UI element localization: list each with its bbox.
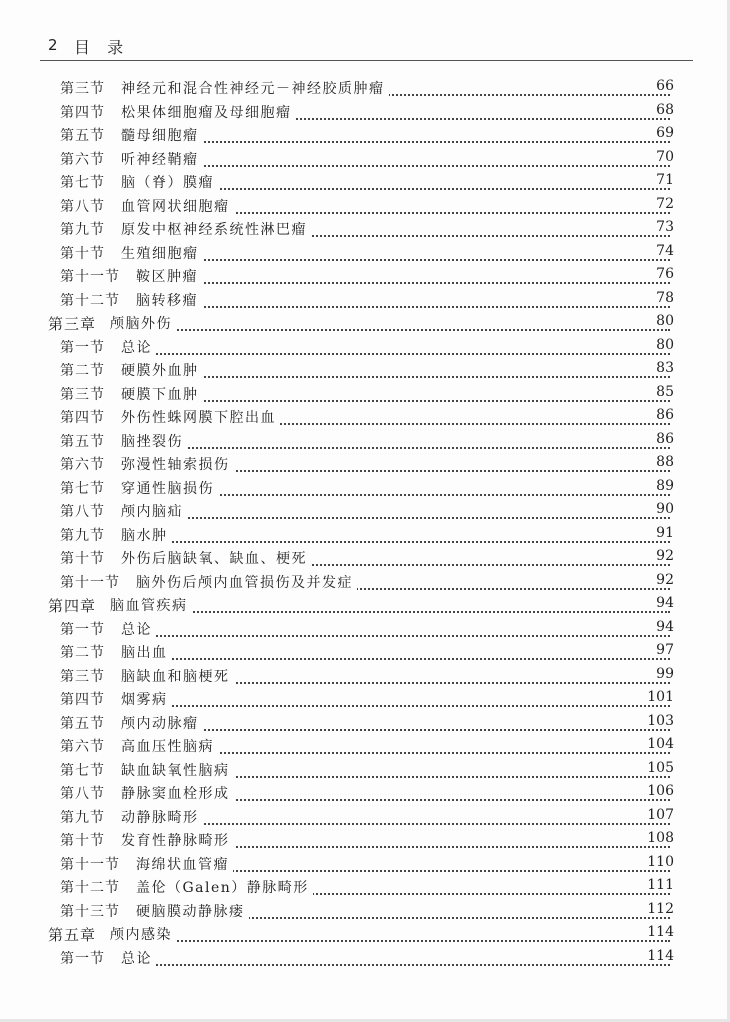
- section-title: 弥漫性轴索损伤: [121, 454, 234, 474]
- section-label: 第一节: [60, 339, 105, 356]
- section-label: 第四节: [60, 104, 105, 121]
- page-number-ref: 70: [653, 149, 674, 165]
- section-label: 第五节: [60, 433, 105, 450]
- dot-leader: [121, 241, 670, 261]
- section-label: 第九节: [60, 527, 105, 544]
- section-label: 第十一节: [60, 269, 120, 285]
- toc-section-row: [0, 405, 730, 429]
- table-of-contents: [0, 76, 730, 969]
- section-label: 第十一节: [60, 574, 120, 591]
- section-label: 第七节: [60, 175, 105, 191]
- toc-section-row: [0, 687, 730, 711]
- toc-section-row: [0, 617, 730, 641]
- section-title: 烟雾病: [121, 689, 172, 709]
- toc-section-row: [0, 100, 730, 124]
- page-number-ref: 86: [653, 431, 674, 447]
- section-label: 第十节: [60, 245, 105, 262]
- section-title: 动静脉畸形: [121, 807, 203, 827]
- toc-section-row: [0, 852, 730, 876]
- page-number-ref: 90: [653, 501, 674, 517]
- section-label: 第六节: [60, 739, 105, 755]
- dot-leader: [121, 711, 670, 731]
- page-number-ref: 110: [644, 854, 674, 870]
- page-number-ref: 94: [653, 595, 674, 611]
- section-title: 硬膜外血肿: [121, 360, 203, 380]
- section-title: 原发中枢神经系统性淋巴瘤: [121, 219, 311, 239]
- page-number-ref: 80: [653, 313, 674, 329]
- section-label: 第二节: [60, 363, 105, 379]
- toc-section-row: [0, 664, 730, 688]
- dot-leader: [121, 805, 670, 825]
- section-title: 听神经鞘瘤: [121, 149, 203, 169]
- page-number-ref: 107: [644, 807, 674, 823]
- section-title: 缺血缺氧性脑病: [121, 760, 234, 780]
- toc-section-row: [0, 217, 730, 241]
- section-title: 血管网状细胞瘤: [121, 196, 234, 216]
- page-number-ref: 97: [653, 642, 674, 658]
- section-title: 脑外伤后颅内血管损伤及并发症: [136, 572, 357, 592]
- dot-leader: [121, 382, 670, 402]
- section-title: 脑挫裂伤: [121, 431, 187, 451]
- section-label: 第五节: [60, 715, 105, 732]
- section-title: 颅内脑疝: [121, 501, 187, 521]
- section-label: 第九节: [60, 809, 105, 826]
- toc-section-row: [0, 711, 730, 735]
- toc-section-row: [0, 429, 730, 453]
- section-title: 脑转移瘤: [136, 290, 202, 310]
- section-label: 第五节: [60, 128, 105, 144]
- section-title: 鞍区肿瘤: [136, 266, 202, 286]
- page-number-ref: 103: [644, 713, 674, 729]
- page-number-ref: 91: [653, 525, 674, 541]
- running-title: 目 录: [74, 38, 130, 57]
- section-label: 第十一节: [60, 856, 120, 873]
- toc-section-row: [0, 875, 730, 899]
- toc-section-row: [0, 546, 730, 570]
- toc-section-row: [0, 499, 730, 523]
- toc-section-row: [0, 452, 730, 476]
- section-title: 穿通性脑损伤: [121, 478, 218, 498]
- section-title: 总论: [121, 337, 156, 357]
- section-title: 脑出血: [121, 642, 172, 662]
- page-number-ref: 105: [644, 760, 674, 776]
- section-label: 第十节: [60, 551, 105, 567]
- toc-section-row: [0, 194, 730, 218]
- toc-section-row: [0, 758, 730, 782]
- section-title: 高血压性脑病: [121, 736, 218, 756]
- dot-leader: [136, 288, 670, 308]
- page-number-ref: 114: [644, 948, 674, 964]
- dot-leader: [121, 123, 670, 143]
- chapter-title: 脑血管疾病: [110, 595, 192, 615]
- section-title: 脑缺血和脑梗死: [121, 666, 234, 686]
- section-label: 第七节: [60, 480, 105, 497]
- page-number-ref: 114: [644, 924, 674, 940]
- section-label: 第九节: [60, 222, 105, 238]
- section-title: 颅内动脉瘤: [121, 713, 203, 733]
- section-label: 第六节: [60, 151, 105, 168]
- section-title: 硬脑膜动静脉瘘: [136, 901, 249, 921]
- section-title: 松果体细胞瘤及母细胞瘤: [121, 102, 296, 122]
- section-label: 第十三节: [60, 903, 120, 920]
- dot-leader: [121, 617, 670, 637]
- toc-section-row: [0, 946, 730, 970]
- page-number-ref: 83: [653, 360, 674, 376]
- page-number-ref: 88: [653, 454, 674, 470]
- page-number-ref: 69: [653, 125, 674, 141]
- chapter-label: 第五章: [48, 926, 97, 944]
- dot-leader: [121, 946, 670, 966]
- page-number-ref: 66: [653, 78, 674, 94]
- section-label: 第八节: [60, 504, 105, 520]
- section-label: 第八节: [60, 198, 105, 215]
- page-number-ref: 76: [653, 266, 674, 282]
- page-header: [40, 34, 693, 61]
- page-number-ref: 99: [653, 666, 674, 682]
- page-number: 2: [48, 36, 58, 54]
- section-title: 脑（脊）膜瘤: [121, 172, 218, 192]
- section-label: 第十节: [60, 833, 105, 849]
- section-title: 静脉窦血栓形成: [121, 783, 234, 803]
- section-label: 第三节: [60, 668, 105, 685]
- section-title: 海绵状血管瘤: [136, 854, 233, 874]
- dot-leader: [121, 523, 670, 543]
- section-label: 第二节: [60, 645, 105, 661]
- dot-leader: [110, 311, 670, 331]
- toc-section-row: [0, 805, 730, 829]
- page-number-ref: 106: [644, 783, 674, 799]
- dot-leader: [110, 922, 670, 942]
- toc-section-row: [0, 476, 730, 500]
- page-number-ref: 85: [653, 384, 674, 400]
- section-label: 第十二节: [60, 880, 120, 896]
- page-number-ref: 74: [653, 243, 674, 259]
- dot-leader: [121, 335, 670, 355]
- chapter-title: 颅内感染: [110, 924, 176, 944]
- dot-leader: [121, 358, 670, 378]
- page-number-ref: 112: [644, 901, 674, 917]
- chapter-label: 第三章: [48, 315, 97, 333]
- section-label: 第十二节: [60, 292, 120, 309]
- section-label: 第一节: [60, 950, 105, 967]
- page-number-ref: 89: [653, 478, 674, 494]
- page-number-ref: 94: [653, 619, 674, 635]
- section-title: 外伤性蛛网膜下腔出血: [121, 407, 280, 427]
- section-label: 第六节: [60, 457, 105, 473]
- section-title: 总论: [121, 619, 156, 639]
- toc-section-row: [0, 828, 730, 852]
- toc-section-row: [0, 288, 730, 312]
- toc-section-row: [0, 358, 730, 382]
- chapter-title: 颅脑外伤: [110, 313, 176, 333]
- section-label: 第一节: [60, 621, 105, 638]
- page-number-ref: 78: [653, 290, 674, 306]
- chapter-label: 第四章: [48, 597, 97, 615]
- page-number-ref: 104: [644, 736, 674, 752]
- toc-section-row: [0, 523, 730, 547]
- toc-section-row: [0, 264, 730, 288]
- dot-leader: [121, 499, 670, 519]
- page-number-ref: 111: [644, 877, 674, 893]
- section-title: 脑水肿: [121, 525, 172, 545]
- toc-section-row: [0, 734, 730, 758]
- section-title: 硬膜下血肿: [121, 384, 203, 404]
- page-number-ref: 72: [653, 196, 674, 212]
- toc-section-row: [0, 335, 730, 359]
- toc-chapter-row: [0, 311, 730, 335]
- toc-chapter-row: [0, 922, 730, 946]
- section-title: 生殖细胞瘤: [121, 243, 203, 263]
- dot-leader: [121, 147, 670, 167]
- section-label: 第三节: [60, 386, 105, 403]
- section-label: 第四节: [60, 692, 105, 708]
- page-number-ref: 101: [644, 689, 674, 705]
- page-number-ref: 86: [653, 407, 674, 423]
- page-number-ref: 71: [653, 172, 674, 188]
- dot-leader: [121, 640, 670, 660]
- page-number-ref: 108: [644, 830, 674, 846]
- section-label: 第四节: [60, 410, 105, 426]
- toc-section-row: [0, 781, 730, 805]
- dot-leader: [121, 429, 670, 449]
- section-title: 总论: [121, 948, 156, 968]
- toc-section-row: [0, 170, 730, 194]
- section-title: 外伤后脑缺氧、缺血、梗死: [121, 548, 311, 568]
- toc-section-row: [0, 76, 730, 100]
- toc-section-row: [0, 241, 730, 265]
- section-label: 第三节: [60, 81, 105, 97]
- toc-section-row: [0, 382, 730, 406]
- section-label: 第七节: [60, 762, 105, 779]
- toc-section-row: [0, 640, 730, 664]
- toc-section-row: [0, 123, 730, 147]
- toc-chapter-row: [0, 593, 730, 617]
- page-number-ref: 80: [653, 337, 674, 353]
- dot-leader: [110, 593, 670, 613]
- page-number-ref: 92: [653, 572, 674, 588]
- section-title: 发育性静脉畸形: [121, 830, 234, 850]
- section-title: 盖伦（Galen）静脉畸形: [136, 877, 313, 897]
- toc-section-row: [0, 899, 730, 923]
- section-title: 髓母细胞瘤: [121, 125, 203, 145]
- page-number-ref: 73: [653, 219, 674, 235]
- page-number-ref: 92: [653, 548, 674, 564]
- dot-leader: [136, 264, 670, 284]
- section-label: 第八节: [60, 786, 105, 802]
- toc-section-row: [0, 147, 730, 171]
- page-number-ref: 68: [653, 102, 674, 118]
- dot-leader: [121, 687, 670, 707]
- section-title: 神经元和混合性神经元－神经胶质肿瘤: [121, 78, 389, 98]
- toc-section-row: [0, 570, 730, 594]
